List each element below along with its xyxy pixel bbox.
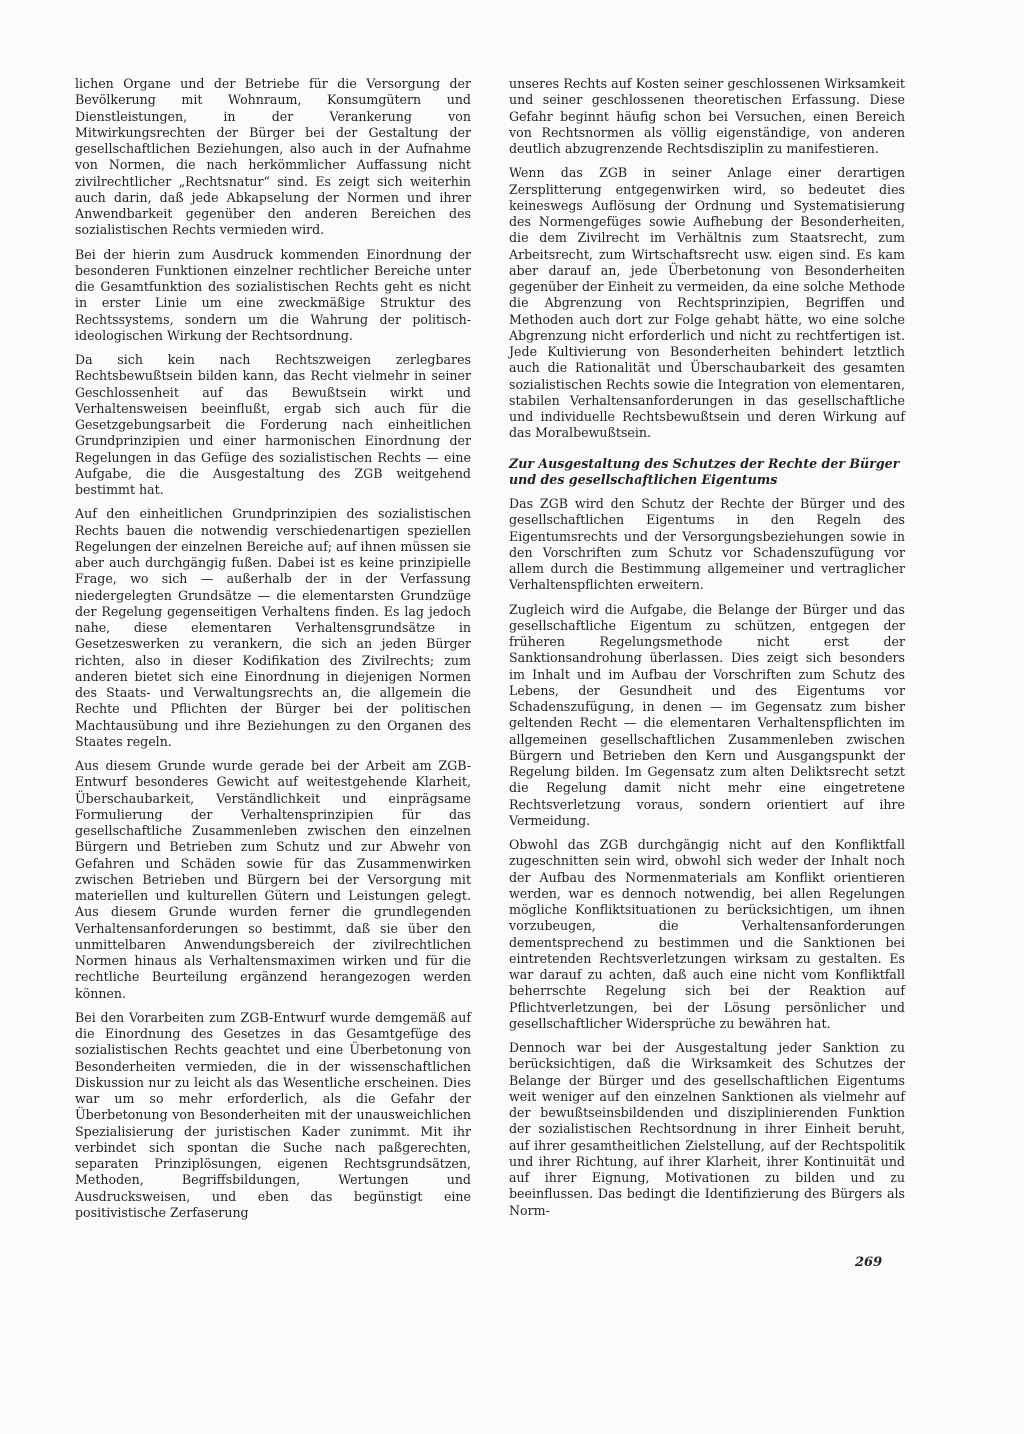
left-paragraph-3: Da sich kein nach Rechtszweigen zerlegbares Rechtsbewußtsein bilden kann, das Recht vielmehr in seiner Geschlossenheit auf das Bewußtsein wirkt und Verhaltensweisen beeinflußt, ergab sich auch für die Gesetzgebungsarbeit die Forderung nach einheitlichen Grundprinzipien und einer harmonischen Einordnung der Regelungen in das Gefüge des sozialistischen Rechts — eine Aufgabe, die die Ausgestaltung des ZGB weitgehend bestimmt hat. xyxy=(75,352,471,497)
right-column xyxy=(509,76,905,1227)
right-paragraph-1: unseres Rechts auf Kosten seiner geschlossenen Wirksamkeit und seiner geschlossenen theoretischen Erfassung. Diese Gefahr beginnt häufig schon bei Versuchen, einen Bereich von Rechtsnormen als völlig eigenständige, von anderen deutlich abzugrenzende Rechtsdisziplin zu manifestieren. xyxy=(509,76,905,156)
left-paragraph-4: Auf den einheitlichen Grundprinzipien des sozialistischen Rechts bauen die notwendig verschiedenartigen speziellen Regelungen der einzelnen Bereiche auf; auf ihnen müssen sie aber auch durchgängig fußen. Dabei ist es keine prinzipielle Frage, wo sich — außerhalb der in der Verfassung niedergelegten Grundsätze — die elementarsten Grundzüge der Regelung gegenseitigen Verhaltens finden. Es lag jedoch nahe, diese elementaren Verhaltensgrundsätze in Gesetzeswerken zu verankern, die sich an jeden Bürger richten, also in dieser Kodifikation des Zivilrechts; zum anderen bietet sich eine Einordnung in diejenigen Normen des Staats- und Verwaltungsrechts an, die allgemein die Rechte und Pflichten der Bürger bei der politischen Machtausübung und ihre Beziehungen zu den Organen des Staates regeln. xyxy=(75,506,471,749)
right-paragraph-3: Das ZGB wird den Schutz der Rechte der Bürger und des gesellschaftlichen Eigentums in den Regeln des Eigentumsrechts und der Versorgungsbeziehungen sowie in den Vorschriften zum Schutz vor Schadenszufügung vor allem durch die Bestimmung allgemeiner und vertraglicher Verhaltenspflichten erweitern. xyxy=(509,496,905,593)
section-heading: Zur Ausgestaltung des Schutzes der Rechte der Bürger und des gesellschaftlichen Eigentums xyxy=(509,455,900,487)
left-paragraph-5: Aus diesem Grunde wurde gerade bei der Arbeit am ZGB-Entwurf besonderes Gewicht auf weitestgehende Klarheit, Überschaubarkeit, Verständlichkeit und einprägsame Formulierung der Verhaltensprinzipien für das gesellschaftliche Zusammenleben zwischen den einzelnen Bürgern und Betrieben zum Schutz und zur Abwehr von Gefahren und Schäden sowie für das Zusammenwirken zwischen Betrieben und Bürgern bei der Versorgung mit materiellen und kulturellen Gütern und Leistungen gelegt. Aus diesem Grunde wurden ferner die grundlegenden Verhaltensanforderungen so bestimmt, daß sie über den unmittelbaren Anwendungsbereich der zivilrechtlichen Normen hinaus als Verhaltensmaximen wirken und für die rechtliche Beurteilung ergänzend herangezogen werden können. xyxy=(75,758,471,1001)
page-number: 269 xyxy=(855,1255,883,1270)
right-paragraph-4: Zugleich wird die Aufgabe, die Belange der Bürger und das gesellschaftliche Eigentum zu schützen, entgegen der früheren Regelungsmethode nicht erst der Sanktionsandrohung überlassen. Dies zeigt sich besonders im Inhalt und im Aufbau der Vorschriften zum Schutz des Lebens, der Gesundheit und des Eigentums vor Schadenszufügung, in denen — im Gegensatz zum bisher geltenden Recht — die elementaren Verhaltenspflichten im allgemeinen gesellschaftlichen Zusammenleben zwischen Bürgern und Betrieben den Kern und Ausgangspunkt der Regelung bilden. Im Gegensatz zum alten Deliktsrecht setzt die Regelung damit nicht mehr eine eingetretene Rechtsverletzung voraus, sondern orientiert auf ihre Vermeidung. xyxy=(509,601,905,828)
document-page xyxy=(75,76,945,1366)
left-paragraph-6: Bei den Vorarbeiten zum ZGB-Entwurf wurde demgemäß auf die Einordnung des Gesetzes in das Gesamtgefüge des sozialistischen Rechts geachtet und eine Überbetonung von Besonderheiten vermieden, die in der wissenschaftlichen Diskussion nur zu leicht als das Wesentliche erscheinen. Dies war um so mehr erforderlich, als die Gefahr der Überbetonung von Besonderheiten mit der unausweichlichen Spezialisierung der juristischen Kader zunimmt. Mit ihr verbindet sich spontan die Suche nach paßgerechten, separaten Prinziplösungen, eigenen Rechtsgrundsätzen, Methoden, Begriffsbildungen, Wertungen und Ausdrucksweisen, und eben das begünstigt eine positivistische Zerfaserung xyxy=(75,1009,471,1220)
right-paragraph-6: Dennoch war bei der Ausgestaltung jeder Sanktion zu berücksichtigen, daß die Wirksamkeit des Schutzes der Belange der Bürger und des gesellschaftlichen Eigentums weit weniger auf den einzelnen Sanktionen als vielmehr auf der bewußtseinsbildenden und disziplinierenden Funktion der sozialistischen Rechtsordnung in ihrer Einheit beruht, auf ihrer gesamtheitlichen Zielstellung, auf der Rechtspolitik und ihrer Richtung, auf ihrer Klarheit, ihrer Kontinuität und auf ihrer Eignung, Motivationen zu bilden und zu beeinflussen. Das bedingt die Identifizierung des Bürgers als Norm- xyxy=(509,1040,905,1218)
left-column xyxy=(75,76,471,1229)
right-paragraph-5: Obwohl das ZGB durchgängig nicht auf den Konfliktfall zugeschnitten sein wird, obwohl sich weder der Inhalt noch der Aufbau des Normenmaterials am Konflikt orientieren werden, war es dennoch notwendig, bei allen Regelungen mögliche Konfliktsituationen zu berücksichtigen, um ihnen vorzubeugen, die Verhaltensanforderungen dementsprechend zu bestimmen und die Sanktionen bei eintretenden Rechtsverletzungen wirksam zu gestalten. Es war darauf zu achten, daß auch eine nicht vom Konfliktfall beherrschte Regelung sich bei der Reaktion auf Pflichtverletzungen, bei der Lösung persönlicher und gesellschaftlicher Widersprüche zu bewähren hat. xyxy=(509,837,905,1031)
right-paragraph-2: Wenn das ZGB in seiner Anlage einer derartigen Zersplitterung entgegenwirken wird, so bedeutet dies keineswegs Auflösung der Ordnung und Systematisierung des Normengefüges sowie Aufhebung der Besonderheiten, die dem Zivilrecht im Verhältnis zum Staatsrecht, zum Arbeitsrecht, zum Wirtschaftsrecht usw. eigen sind. Es kam aber darauf an, jede Überbetonung von Besonderheiten gegenüber der Einheit zu vermeiden, da eine solche Methode die Abgrenzung von Rechtsprinzipien, Begriffen und Methoden auch dort zur Folge gehabt hätte, wo eine solche Abgrenzung nicht erforderlich und nicht zu rechtfertigen ist. Jede Kultivierung von Besonderheiten behindert letztlich auch die Rationalität und Überschaubarkeit des gesamten sozialistischen Rechts sowie die Integration von elementaren, stabilen Verhaltensanforderungen in das gesellschaftliche und individuelle Rechtsbewußtsein und deren Wirkung auf das Moralbewußtsein. xyxy=(509,165,905,441)
left-paragraph-1: lichen Organe und der Betriebe für die Versorgung der Bevölkerung mit Wohnraum, Konsumgütern und Dienstleistungen, in der Verankerung von Mitwirkungsrechten der Bürger bei der Gestaltung der gesellschaftlichen Beziehungen, also auch in der Aufnahme von Normen, die nach herkömmlicher Auffassung nicht zivilrechtlicher „Rechtsnatur“ sind. Es zeigt sich weiterhin auch darin, daß jede Abkapselung der Normen und ihrer Anwendbarkeit gegenüber den anderen Bereichen des sozialistischen Rechts vermieden wird. xyxy=(75,76,471,238)
left-paragraph-2: Bei der hierin zum Ausdruck kommenden Einordnung der besonderen Funktionen einzelner rechtlicher Bereiche unter die Gesamtfunktion des sozialistischen Rechts geht es nicht in erster Linie um eine zweckmäßige Struktur des Rechtssystems, sondern um die Wahrung der politisch-ideologischen Wirkung der Rechtsordnung. xyxy=(75,246,471,343)
